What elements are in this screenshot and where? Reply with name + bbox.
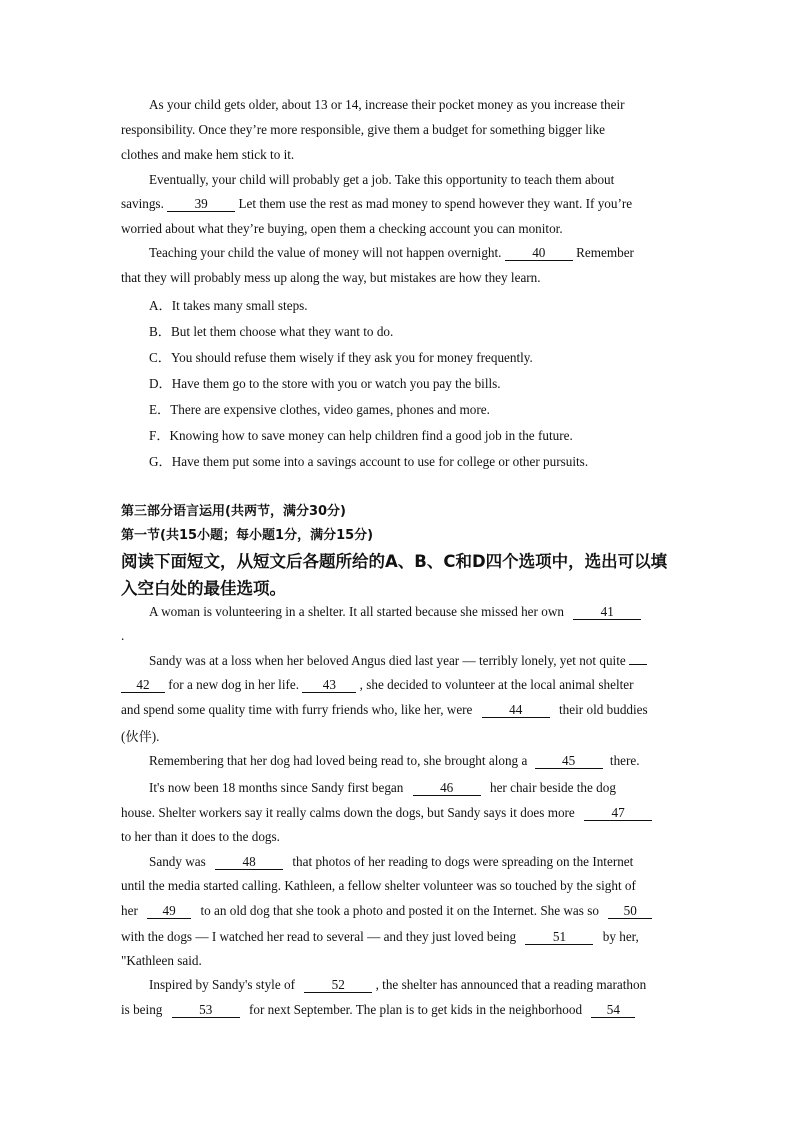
blank-48[interactable]: 48 [215,855,283,870]
cloze-line1 [149,604,641,620]
blank-39[interactable]: 39 [167,197,235,212]
p2-line2-text-b: Let them use the rest as mad money to spend however they want. If you’re [238,196,633,211]
cloze-text: is being [121,1002,163,1017]
p3-line1-text-b: Remember [576,245,634,260]
p1-line2: responsibility. Once they’re more responsible, give them a budget for something bigger like [121,122,606,137]
cloze-line13 [121,929,639,945]
blank-42-start [629,664,647,665]
cloze-text: Inspired by Sandy's style of [149,977,295,992]
p3-line1-text-a: Teaching your child the value of money will not happen overnight. [149,245,502,260]
blank-45[interactable]: 45 [535,754,603,769]
cloze-text: Sandy was [149,854,206,869]
blank-46[interactable]: 46 [413,781,481,796]
blank-52[interactable]: 52 [304,978,372,993]
cloze-line11: until the media started calling. Kathleen, a fellow shelter volunteer was so touched by the sight of [121,878,636,893]
cloze-text: there. [609,753,640,768]
cloze-line7 [149,780,616,796]
cloze-line10 [149,854,633,870]
option-g[interactable]: G．Have them put some into a savings account to use for college or other pursuits. [149,454,589,469]
cloze-text: Remembering that her dog had loved being read to, she brought along a [149,753,528,768]
p3-line2: that they will probably mess up along the way, but mistakes are how they learn. [121,270,541,285]
cloze-line4 [121,702,648,718]
cloze-line16 [121,1002,635,1018]
cloze-text: house. Shelter workers say it really calms down the dogs, but Sandy says it does more [121,805,575,820]
cloze-line2 [149,653,647,669]
cloze-text: for next September. The plan is to get kids in the neighborhood [249,1002,583,1017]
cloze-text: that photos of her reading to dogs were spreading on the Internet [292,854,634,869]
blank-50[interactable]: 50 [608,904,652,919]
instruction-line1: 阅读下面短文，从短文后各题所给的A、B、C和D四个选项中，选出可以填 [121,552,668,571]
blank-42[interactable]: 42 [121,678,165,693]
option-e[interactable]: E．There are expensive clothes, video games, phones and more. [149,402,490,417]
cloze-text: their old buddies [559,702,648,717]
cloze-text: , the shelter has announced that a reading marathon [375,977,647,992]
option-f[interactable]: F．Knowing how to save money can help children find a good job in the future. [149,428,573,443]
cloze-line12 [121,903,652,919]
p1-line3: clothes and make hem stick to it. [121,147,295,162]
cloze-text: her [121,903,138,918]
p1-line1: As your child gets older, about 13 or 14, increase their pocket money as you increase their [149,97,625,112]
cloze-text: A woman is volunteering in a shelter. It all started because she missed her own [149,604,564,619]
blank-44[interactable]: 44 [482,703,550,718]
p2-line2-text-a: savings. [121,196,164,211]
blank-43[interactable]: 43 [302,678,356,693]
cloze-line6 [149,753,640,769]
cloze-text: by her, [602,929,639,944]
p2-line2 [121,196,632,212]
option-c[interactable]: C．You should refuse them wisely if they ask you for money frequently. [149,350,533,365]
blank-53[interactable]: 53 [172,1003,240,1018]
part3-title: 第三部分语言运用(共两节，满分30分) [121,504,346,519]
cloze-text: , she decided to volunteer at the local animal shelter [359,677,634,692]
option-a[interactable]: A．It takes many small steps. [149,298,308,313]
blank-40[interactable]: 40 [505,246,573,261]
section1-title: 第一节(共15小题；每小题1分，满分15分) [121,528,374,543]
p2-line3: worried about what they’re buying, open them a checking account you can monitor. [121,221,563,236]
instruction-line2: 入空白处的最佳选项。 [121,579,286,598]
blank-54[interactable]: 54 [591,1003,635,1018]
cloze-text: her chair beside the dog [489,780,616,795]
blank-47[interactable]: 47 [584,806,652,821]
cloze-line9: to her than it does to the dogs. [121,829,280,844]
p3-line1 [149,245,634,261]
blank-41[interactable]: 41 [573,605,641,620]
cloze-text: for a new dog in her life. [168,677,300,692]
cloze-line1-end: . [121,628,125,643]
cloze-text: to an old dog that she took a photo and posted it on the Internet. She was so [200,903,599,918]
cloze-line8 [121,805,652,821]
cloze-text: and spend some quality time with furry friends who, like her, were [121,702,473,717]
cloze-text: It's now been 18 months since Sandy first began [149,780,404,795]
cloze-text: with the dogs — I watched her read to several — and they just loved being [121,929,517,944]
p2-line1: Eventually, your child will probably get a job. Take this opportunity to teach them about [149,172,615,187]
cloze-text: Sandy was at a loss when her beloved Angus died last year — terribly lonely, yet not quite [149,653,626,668]
cloze-line15 [149,977,646,993]
blank-51[interactable]: 51 [525,930,593,945]
option-b[interactable]: B．But let them choose what they want to do. [149,324,394,339]
blank-49[interactable]: 49 [147,904,191,919]
cloze-line5: (伙伴). [121,729,160,744]
option-d[interactable]: D．Have them go to the store with you or watch you pay the bills. [149,376,501,391]
cloze-line14: "Kathleen said. [121,953,202,968]
cloze-line3 [121,677,634,693]
